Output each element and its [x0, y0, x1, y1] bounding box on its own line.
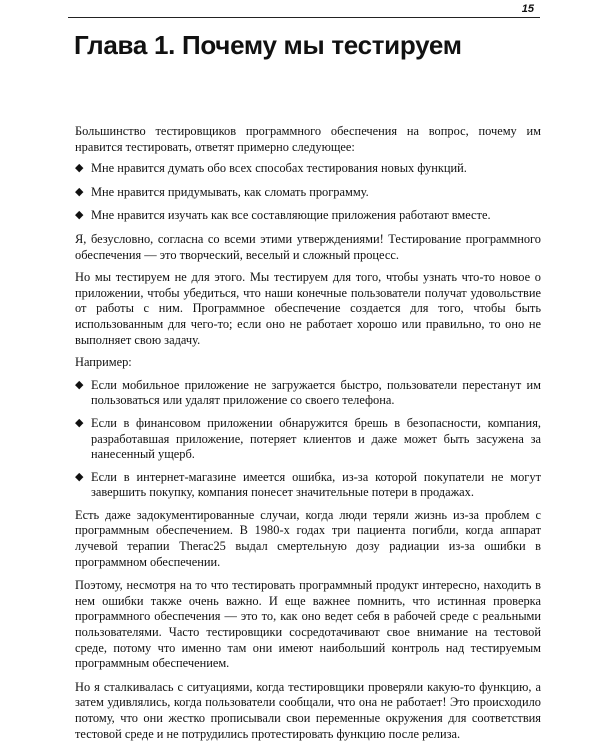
paragraph-example-lead: Например:: [75, 355, 132, 370]
diamond-bullet-icon: ◆: [75, 185, 84, 198]
paragraph: Но мы тестируем не для этого. Мы тестируем для того, чтобы узнать что-то новое о приложении, чтобы убедиться, что наши конечные пользователи получат удовольствие от работы с ним. Программное обеспечение создается для того, чтобы быть использованным для чего-то; если оно не работает хорошо или правильно, то оно не выполняет свою задачу.: [75, 270, 541, 347]
list-item: ◆ Мне нравится изучать как все составляющие приложения работают вместе.: [75, 208, 491, 223]
paragraph: Есть даже задокументированные случаи, когда люди теряли жизнь из-за проблем с программным обеспечением. В 1980-х годах три пациента погибли, когда аппарат лучевой терапии Therac25 выдал смертельную дозу радиации из-за ошибки в программном обеспечении.: [75, 507, 541, 569]
diamond-bullet-icon: ◆: [75, 470, 84, 483]
list-item: ◆ Если в интернет-магазине имеется ошибка, из-за которой покупатели не могут завершить покупку, компания понесет значительные потери в продажах.: [75, 469, 541, 500]
reasons-list: [75, 161, 541, 224]
paragraph-intro: Большинство тестировщиков программного обеспечения на вопрос, почему им нравится тестировать, ответят примерно следующее:: [75, 124, 541, 154]
diamond-bullet-icon: ◆: [75, 162, 84, 175]
list-item: ◆ Мне нравится думать обо всех способах тестирования новых функций.: [75, 161, 467, 176]
paragraph: Но я сталкивалась с ситуациями, когда тестировщики проверяли какую-то функцию, а затем удивлялись, когда пользователи сообщали, что она не работает! Это происходило потому, что они жестко прописывали свои переменные окружения для соответствия тестовой среде и не потрудились протестировать функцию после релиза.: [75, 679, 541, 741]
body-text: [75, 124, 541, 742]
list-item: ◆ Если в финансовом приложении обнаружится брешь в безопасности, компания, разработавшая приложение, потеряет клиентов и даже может быть засужена за нанесенный ущерб.: [75, 415, 541, 462]
chapter-title: Глава 1. Почему мы тестируем: [74, 30, 462, 60]
diamond-bullet-icon: ◆: [75, 209, 84, 222]
paragraph: Я, безусловно, согласна со всеми этими утверждениями! Тестирование программного обеспечения — это творческий, веселый и сложный процесс.: [75, 231, 541, 262]
diamond-bullet-icon: ◆: [75, 416, 84, 429]
header-rule: [68, 17, 540, 18]
diamond-bullet-icon: ◆: [75, 378, 84, 391]
page-number: 15: [521, 3, 534, 15]
list-item: ◆ Если мобильное приложение не загружается быстро, пользователи перестанут им пользоваться или удалят приложение со своего телефона.: [75, 377, 541, 408]
examples-list: [75, 378, 541, 501]
list-item: ◆ Мне нравится придумывать, как сломать программу.: [75, 184, 369, 199]
paragraph: Поэтому, несмотря на то что тестировать программный продукт интересно, находить в нем ошибки также очень важно. И еще важнее помнить, что истинная проверка программного обеспечения — это то, как оно ведет себя в рабочей среде с реальными пользователями. Часто тестировщики сосредотачивают свое внимание на тестовой среде, потому что именно там они имеют наибольший контроль над тестируемым программным обеспечением.: [75, 578, 541, 671]
